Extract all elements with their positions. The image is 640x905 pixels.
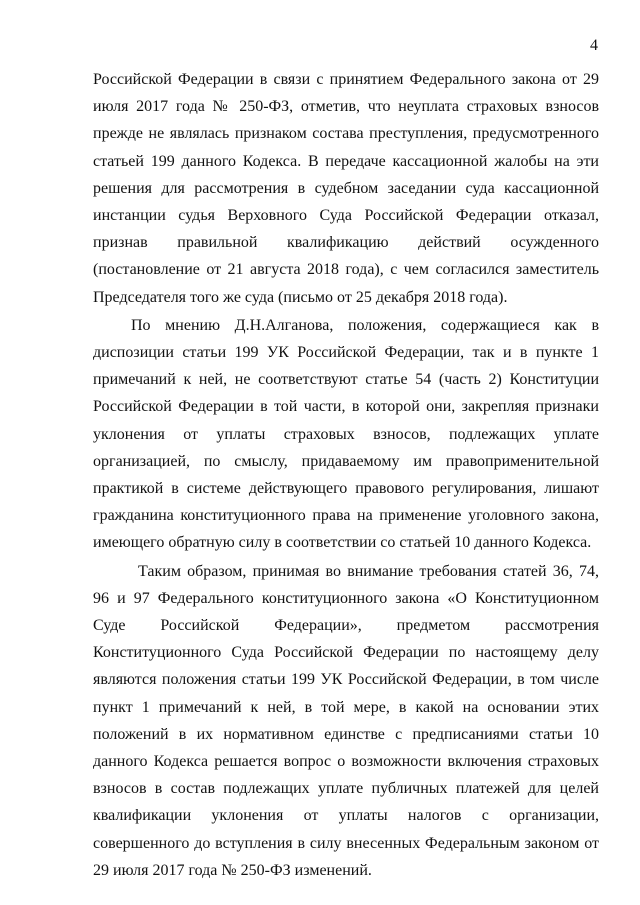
paragraph-continuation: Российской Федерации в связи с принятием Федерального закона от 29 июля 2017 года № 250-ФЗ, отметив, что неуплата страховых взносов прежде не являлась признаком состава преступления, предусмотренного статьей 199 данного Кодекса. В передаче кассационной жалобы на эти решения для рассмотрения в судебном заседании суда кассационной инстанции судья Верховного Суда Российской Федерации отказал, признав правильной квалификацию действий осужденного (постановление от 21 августа 2018 года), с чем согласился заместитель Председателя того же суда (письмо от 25 декабря 2018 года).	[93, 71, 599, 306]
paragraph-subject-of-review: Таким образом, принимая во внимание требования статей 36, 74, 96 и 97 Федерального конституционного закона «О Конституционном Суде Российской Федерации», предметом рассмотрения Конституционного Суда Российской Федерации по настоящему делу являются положения статьи 199 УК Российской Федерации, в том числе пункт 1 примечаний к ней, в той мере, в какой на основании этих положений в их нормативном единстве с предписаниями статьи 10 данного Кодекса решается вопрос о возможности включения страховых взносов в состав подлежащих уплате публичных платежей для целей квалификации уклонения от уплаты налогов с организации, совершенного до вступления в силу внесенных Федеральным законом от 29 июля 2017 года № 250-ФЗ изменений.	[93, 562, 599, 879]
page-number: 4	[590, 37, 598, 54]
paragraph-applicant-position: По мнению Д.Н.Алганова, положения, содержащиеся как в диспозиции статьи 199 УК Российской Федерации, так и в пункте 1 примечаний к ней, не соответствуют статье 54 (часть 2) Конституции Российской Федерации в той части, в которой они, закрепляя признаки уклонения от уплаты страховых взносов, подлежащих уплате организацией, по смыслу, придаваемому им правоприменительной практикой в системе действующего правового регулирования, лишают гражданина конституционного права на применение уголовного закона, имеющего обратную силу в соответствии со статьей 10 данного Кодекса.	[93, 316, 599, 552]
document-body	[93, 66, 599, 884]
